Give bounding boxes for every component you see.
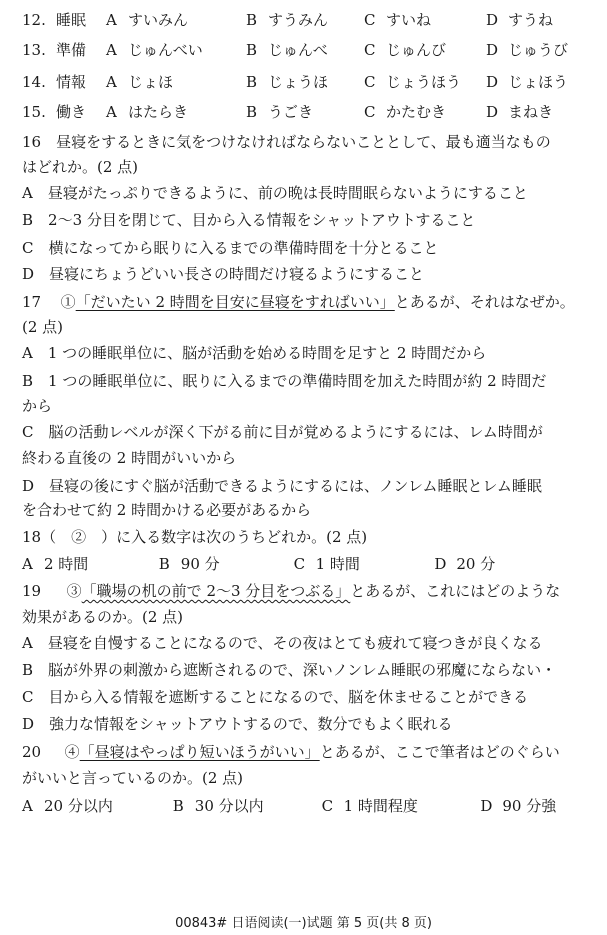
q20-stem	[22, 742, 588, 762]
q19-option-d: D 強力な情報をシャットアウトするので、数分でもよく眠れる	[22, 715, 453, 733]
option-a: A じゅんべい	[106, 41, 203, 59]
option-c: C じゅんび	[364, 41, 447, 59]
q19-option-a: A 昼寝を自慢することになるので、その夜はとても疲れて寝つきが良くなる	[22, 634, 543, 652]
option-a: A じょほ	[106, 73, 174, 91]
q19-option-b: B 脳が外界の刺激から遮断されるので、深いノンレム睡眠の邪魔にならない・	[22, 661, 557, 679]
q17-option-d-cont: を合わせて約 2 時間かける必要があるから	[22, 501, 312, 519]
option-a: A 20 分以内	[22, 797, 113, 815]
q19-option-c: C 目から入る情報を遮断することになるので、脳を休ませることができる	[22, 688, 529, 706]
reference-marker: ①	[60, 293, 76, 311]
question-number: 13.	[22, 41, 46, 59]
vocab-row-12	[0, 10, 596, 30]
option-c: C 1 時間	[293, 555, 360, 573]
q17-option-c: C 脳の活動レベルが深く下がる前に目が覚めるようにするには、レム時間が	[22, 423, 543, 441]
q19-stem	[22, 581, 588, 601]
q16-option-a: A 昼寝がたっぷりできるように、前の晩は長時間眠らないようにすること	[22, 184, 528, 202]
question-number: 19	[22, 582, 42, 600]
q18-stem: 18（ ② ）に入る数字は次のうちどれか。(2 点)	[22, 528, 368, 546]
question-number: 15.	[22, 103, 46, 121]
q17-option-c-cont: 終わる直後の 2 時間がいいから	[22, 449, 237, 467]
option-b: B 30 分以内	[172, 797, 264, 815]
quoted-phrase: 「職場の机の前で 2～3 分目をつぶる」	[81, 582, 351, 600]
reference-marker: ④	[64, 743, 80, 761]
option-d: D 20 分	[434, 555, 496, 573]
vocab-word: 準備	[56, 41, 87, 59]
option-b: B じょうほ	[246, 73, 329, 91]
vocab-word: 睡眠	[56, 11, 87, 29]
quoted-phrase: 「だいたい 2 時間を目安に昼寝をすればいい」	[75, 293, 395, 311]
vocab-row-13	[0, 40, 596, 60]
q16-option-b: B 2～3 分目を閉じて、目から入る情報をシャットアウトすること	[22, 211, 476, 229]
option-c: C かたむき	[364, 103, 447, 121]
option-b: B うごき	[246, 103, 314, 121]
option-b: B すうみん	[246, 11, 329, 29]
option-d: D 90 分強	[480, 797, 557, 815]
q17-stem	[22, 292, 588, 312]
option-a: A 2 時間	[22, 555, 89, 573]
option-a: A すいみん	[106, 11, 189, 29]
question-number: 12.	[22, 11, 46, 29]
reference-marker: ③	[66, 582, 82, 600]
q19-stem-rest: とあるが、これにはどのような	[350, 582, 561, 600]
quoted-phrase: 「昼寝はやっぱり短いほうがいい」	[79, 743, 320, 761]
q17-points: (2 点)	[22, 318, 64, 336]
question-number: 20	[22, 743, 42, 761]
option-d: D まねき	[486, 103, 554, 121]
option-b: B じゅんべ	[246, 41, 328, 59]
page-footer: 00843# 日语阅读(一)试题 第 5 页(共 8 页)	[175, 916, 432, 931]
vocab-word: 情報	[56, 73, 87, 91]
q18-options	[22, 554, 495, 574]
vocab-row-14	[0, 72, 596, 92]
option-a: A はたらき	[106, 103, 189, 121]
option-c: C じょうほう	[364, 73, 462, 91]
option-b: B 90 分	[158, 555, 220, 573]
q16-option-c: C 横になってから眠りに入るまでの準備時間を十分とること	[22, 239, 439, 257]
option-c: C すいね	[364, 11, 432, 29]
q17-option-a: A 1 つの睡眠単位に、脳が活動を始める時間を足すと 2 時間だから	[22, 344, 487, 362]
option-c: C 1 時間程度	[321, 797, 418, 815]
q17-stem-rest: とあるが、それはなぜか。	[394, 293, 575, 311]
q20-stem-rest: とあるが、ここで筆者はどのぐらい	[319, 743, 560, 761]
question-number: 14.	[22, 73, 46, 91]
option-d: D じゅうび	[486, 41, 569, 59]
q20-options	[22, 796, 556, 816]
q16-option-d: D 昼寝にちょうどいい長さの時間だけ寝るようにすること	[22, 265, 425, 283]
q19-stem-line2: 効果があるのか。(2 点)	[22, 608, 184, 626]
q17-option-b-cont: から	[22, 397, 53, 415]
q16-stem-line2: はどれか。(2 点)	[22, 158, 139, 176]
vocab-word: 働き	[56, 103, 87, 121]
q16-stem-line1: 16 昼寝をするときに気をつけなければならないこととして、最も適当なもの	[22, 133, 551, 151]
question-number: 17	[22, 293, 42, 311]
q17-option-d: D 昼寝の後にすぐ脳が活動できるようにするには、ノンレム睡眠とレム睡眠	[22, 477, 542, 495]
option-d: D すうね	[486, 11, 554, 29]
q17-option-b: B 1 つの睡眠単位に、眠りに入るまでの準備時間を加えた時間が約 2 時間だ	[22, 372, 547, 390]
q20-stem-line2: がいいと言っているのか。(2 点)	[22, 769, 244, 787]
option-d: D じょほう	[486, 73, 569, 91]
vocab-row-15	[0, 102, 596, 122]
